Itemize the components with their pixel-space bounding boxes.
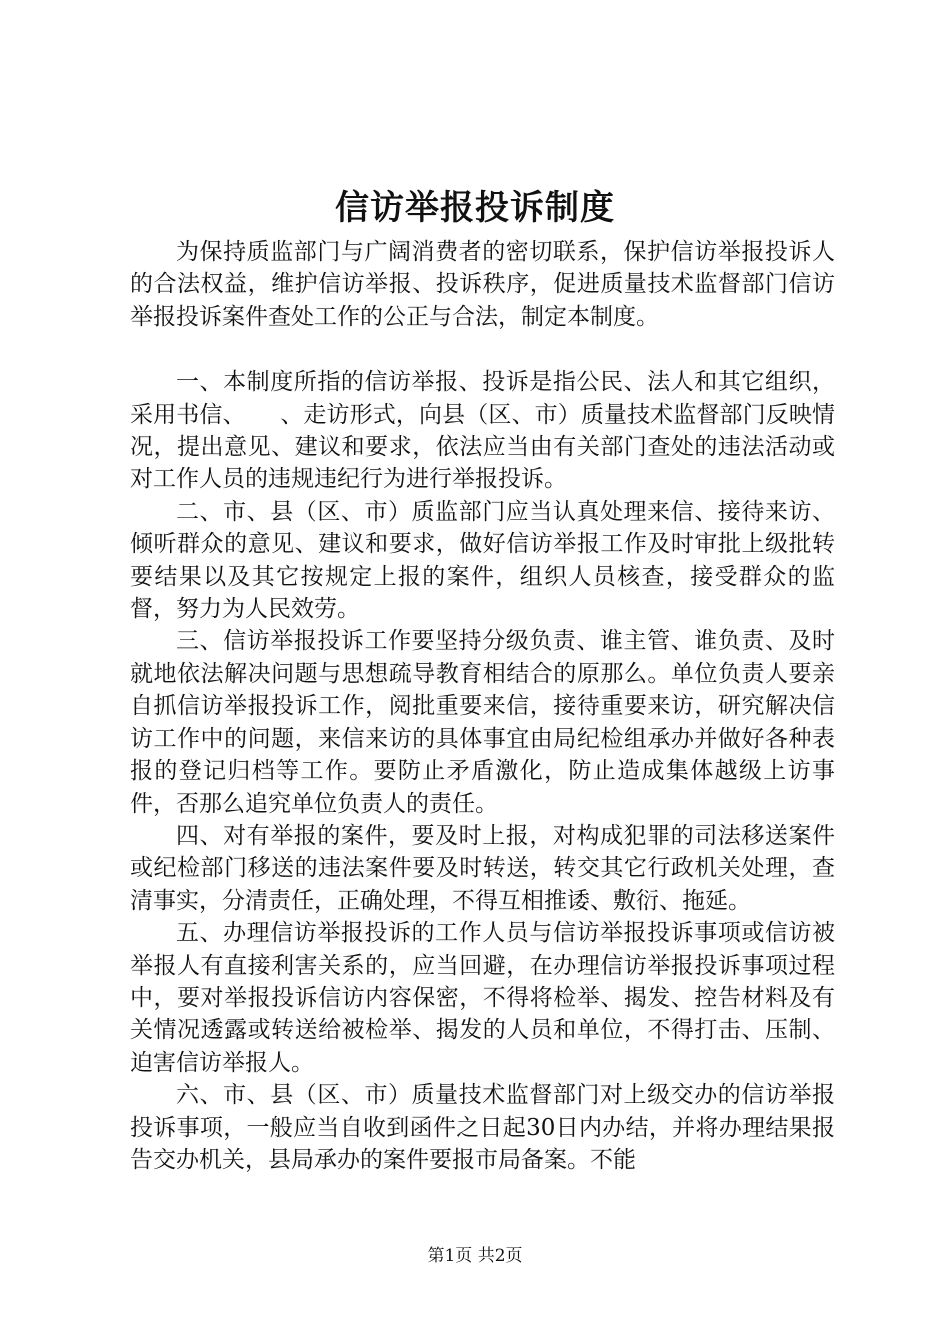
document-title: 信访举报投诉制度 [335,188,615,228]
clause-6-paragraph: 六、市、县（区、市）质量技术监督部门对上级交办的信访举报投诉事项，一般应当自收到函件之日起30日内办结，并将办理结果报告交办机关，县局承办的案件要报市局备案。不能 [130,1082,835,1173]
page-number-footer: 第1页 共2页 [427,1246,523,1266]
clause-1-paragraph: 一、本制度所指的信访举报、投诉是指公民、法人和其它组织，采用书信、 、走访形式，向县（区、市）质量技术监督部门反映情况，提出意见、建议和要求，依法应当由有关部门查处的违法活动或对工作人员的违规违纪行为进行举报投诉。 [130,369,835,493]
clause-5-paragraph: 五、办理信访举报投诉的工作人员与信访举报投诉事项或信访被举报人有直接利害关系的，应当回避，在办理信访举报投诉事项过程中，要对举报投诉信访内容保密，不得将检举、揭发、控告材料及有关情况透露或转送给被检举、揭发的人员和单位，不得打击、压制、迫害信访举报人。 [130,920,835,1076]
clause-4-paragraph: 四、对有举报的案件，要及时上报，对构成犯罪的司法移送案件或纪检部门移送的违法案件要及时转送，转交其它行政机关处理，查清事实，分清责任，正确处理，不得互相推诿、敷衍、拖延。 [130,822,835,914]
document-body [130,236,835,1176]
clause-2-paragraph: 二、市、县（区、市）质监部门应当认真处理来信、接待来访、倾听群众的意见、建议和要求，做好信访举报工作及时审批上级批转要结果以及其它按规定上报的案件，组织人员核查，接受群众的监督，努力为人民效劳。 [130,498,835,623]
clause-3-paragraph: 三、信访举报投诉工作要坚持分级负责、谁主管、谁负责、及时就地依法解决问题与思想疏导教育相结合的原那么。单位负责人要亲自抓信访举报投诉工作，阅批重要来信，接待重要来访，研究解决信访工作中的问题，来信来访的具体事宜由局纪检组承办并做好各种表报的登记归档等工作。要防止矛盾激化，防止造成集体越级上访事件，否那么追究单位负责人的责任。 [130,628,835,817]
intro-paragraph: 为保持质监部门与广阔消费者的密切联系，保护信访举报投诉人的合法权益，维护信访举报、投诉秩序，促进质量技术监督部门信访举报投诉案件查处工作的公正与合法，制定本制度。 [130,239,835,330]
